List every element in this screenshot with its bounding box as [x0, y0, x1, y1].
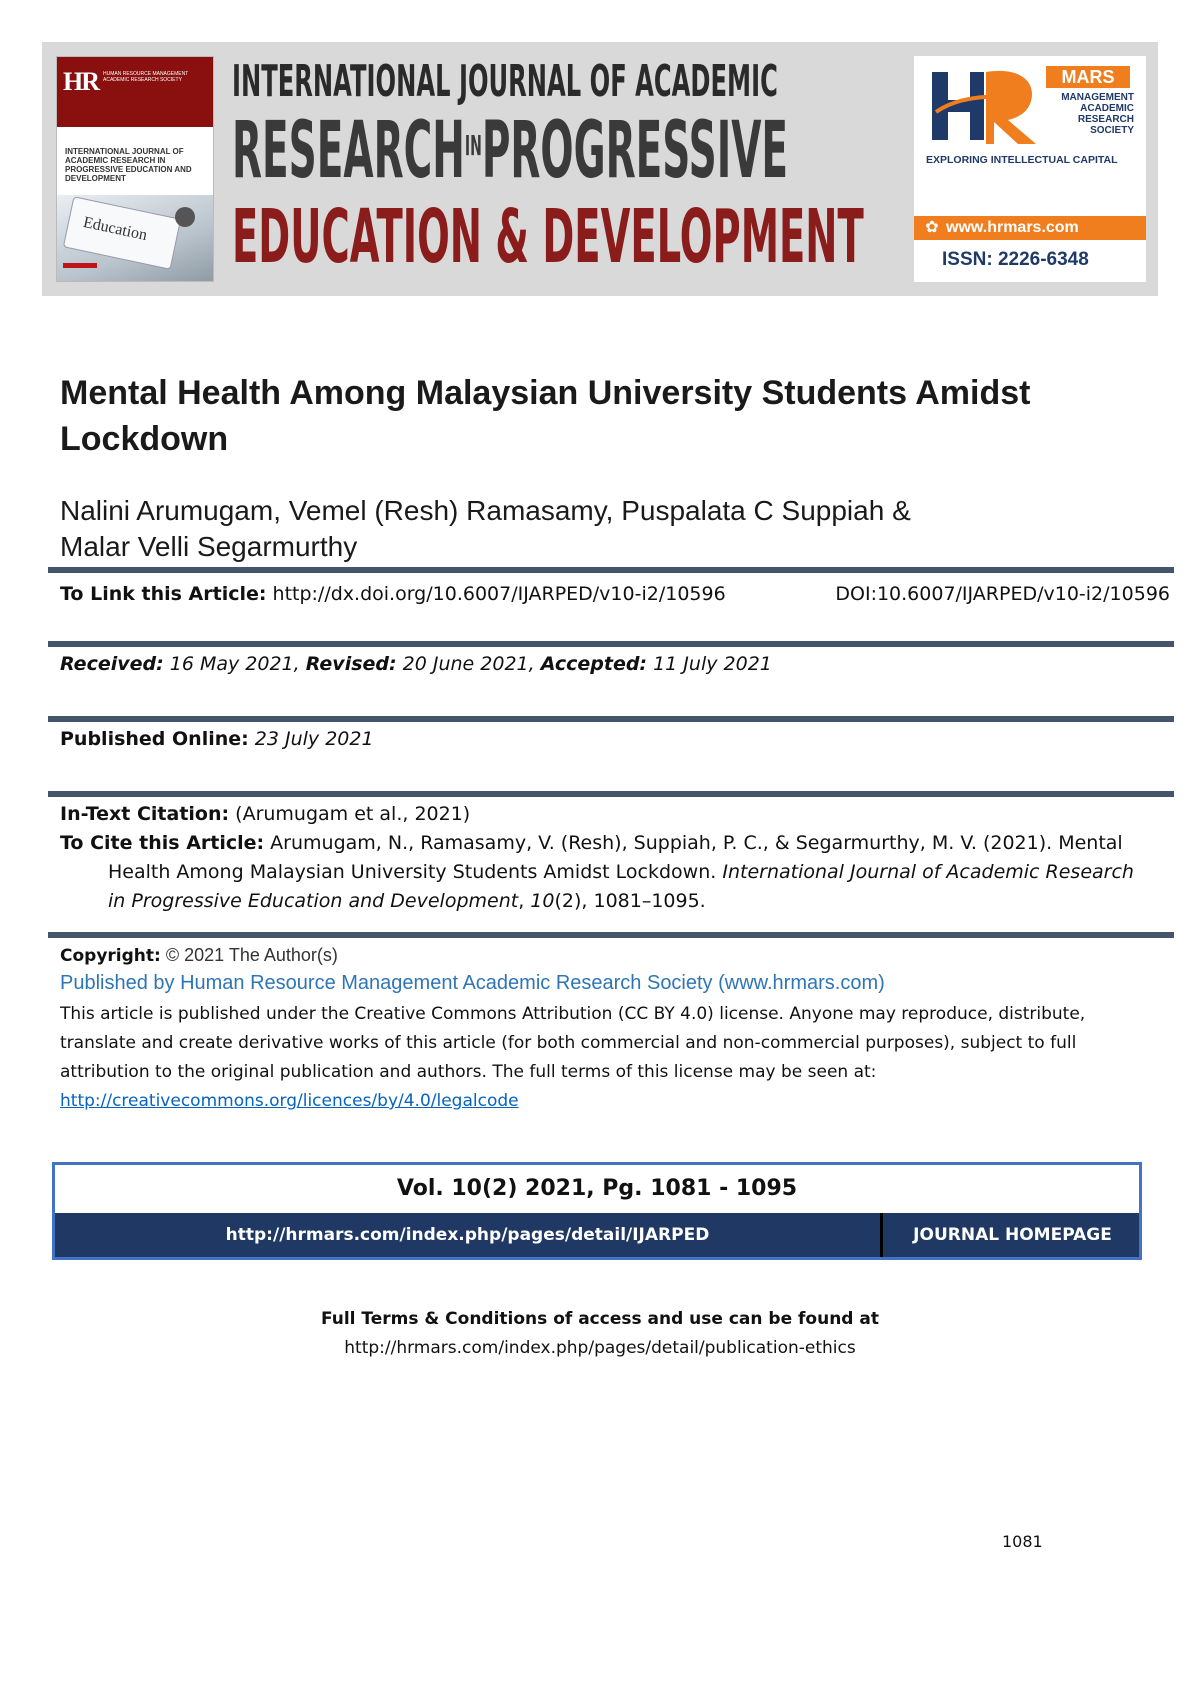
hrmars-society-name: MANAGEMENT ACADEMIC RESEARCH SOCIETY [1061, 92, 1134, 136]
in-text-citation [60, 800, 470, 829]
section-divider [48, 567, 1174, 573]
section-divider [48, 932, 1174, 938]
section-divider [48, 716, 1174, 722]
journal-title-research: RESEARCH [232, 106, 465, 196]
cover-title: INTERNATIONAL JOURNAL OF ACADEMIC RESEARCH IN PROGRESSIVE EDUCATION AND DEVELOPMENT [65, 147, 192, 183]
authors-line-1: Nalini Arumugam, Vemel (Resh) Ramasamy, Puspalata C Suppiah & [60, 495, 911, 526]
cite-journal: International Journal of Academic Research in Progressive Education and Development [108, 861, 1134, 912]
publisher-line: Published by Human Resource Management Academic Research Society (www.hrmars.com) [60, 972, 885, 994]
journal-cover-image [56, 56, 214, 282]
journal-banner [42, 42, 1158, 296]
published-date: 23 July 2021 [254, 728, 374, 750]
cover-logo-subtitle: HUMAN RESOURCE MANAGEMENT ACADEMIC RESEARCH SOCIETY [103, 71, 189, 83]
journal-title-line-2 [232, 106, 789, 196]
cite-text-1: Arumugam, N., Ramasamy, V. (Resh), Suppiah, P. C., & Segarmurthy, M. V. (2021). Mental [270, 832, 1123, 854]
link-label: To Link this Article: [60, 583, 267, 605]
cite-volume: 10 [530, 890, 555, 912]
journal-title-line-1: INTERNATIONAL JOURNAL OF ACADEMIC [232, 56, 778, 107]
cite-continuation [60, 858, 1140, 916]
intext-label: In-Text Citation: [60, 803, 230, 825]
terms-link[interactable]: http://hrmars.com/index.php/pages/detail/publication-ethics [344, 1338, 856, 1358]
section-divider [48, 791, 1174, 797]
article-link-line [60, 580, 1170, 609]
person-icon [175, 207, 195, 227]
terms-conditions [0, 1305, 1200, 1363]
article-dates [60, 650, 772, 679]
received-date: 16 May 2021, [169, 653, 300, 675]
journal-homepage-link[interactable]: JOURNAL HOMEPAGE [913, 1225, 1112, 1245]
copyright-label: Copyright: [60, 946, 161, 966]
revised-date: 20 June 2021, [402, 653, 535, 675]
received-label: Received: [60, 653, 164, 675]
authors-line-2: Malar Velli Segarmurthy [60, 531, 358, 562]
hrmars-logo-panel [914, 56, 1146, 282]
article-title: Mental Health Among Malaysian University Students Amidst Lockdown [60, 374, 1031, 458]
published-online [60, 725, 374, 754]
cite-issue-pages: (2), 1081–1095. [554, 890, 706, 912]
journal-title-in: IN [464, 129, 482, 162]
cover-key-text: Education [81, 213, 149, 245]
globe-icon: ✿ [925, 219, 939, 236]
accepted-label: Accepted: [540, 653, 648, 675]
doi-text: DOI:10.6007/IJARPED/v10-i2/10596 [835, 583, 1170, 605]
article-authors [60, 493, 1140, 565]
cover-logo: HR [63, 67, 98, 96]
license-text [60, 1000, 1140, 1116]
hrmars-mars-label: MARS [1046, 66, 1130, 88]
article-link[interactable]: http://dx.doi.org/10.6007/IJARPED/v10-i2/10596 [272, 583, 726, 605]
intext-value: (Arumugam et al., 2021) [235, 803, 471, 825]
license-statement: This article is published under the Creative Commons Attribution (CC BY 4.0) license. Anyone may reproduce, distribute, translate and create derivative works of this article (for both commercial and non-commercial purposes), subject to full attribution to the original publication and authors. The full terms of this license may be seen at: [60, 1004, 1086, 1082]
volume-title: Vol. 10(2) 2021, Pg. 1081 - 1095 [396, 1176, 798, 1201]
to-cite-article [60, 829, 1140, 916]
cite-separator: , [518, 890, 525, 912]
cite-text-2: Health Among Malaysian University Students Amidst Lockdown. [108, 861, 717, 883]
journal-title-progressive: PROGRESSIVE [481, 106, 789, 196]
volume-box [52, 1162, 1142, 1260]
cover-accent-bar [63, 263, 97, 268]
published-label: Published Online: [60, 728, 249, 750]
hrmars-website-text: www.hrmars.com [946, 219, 1079, 236]
copyright-text: © 2021 The Author(s) [165, 945, 338, 965]
hrmars-website[interactable] [914, 216, 1146, 240]
issn-label: ISSN: 2226-6348 [942, 249, 1089, 270]
license-link[interactable]: http://creativecommons.org/licences/by/4.0/legalcode [60, 1091, 519, 1111]
terms-heading: Full Terms & Conditions of access and use can be found at [320, 1309, 879, 1329]
accepted-date: 11 July 2021 [653, 653, 772, 675]
section-divider [48, 641, 1174, 647]
hrmars-logo-icon [926, 64, 1046, 148]
page-number: 1081 [1002, 1532, 1043, 1551]
copyright-line [60, 942, 338, 969]
hrmars-tagline: EXPLORING INTELLECTUAL CAPITAL [926, 154, 1118, 166]
journal-title-line-3: EDUCATION & DEVELOPMENT [232, 194, 864, 280]
volume-link-bar [55, 1213, 1139, 1257]
journal-url-link[interactable]: http://hrmars.com/index.php/pages/detail/IJARPED [55, 1213, 883, 1257]
revised-label: Revised: [305, 653, 397, 675]
cite-label: To Cite this Article: [60, 832, 265, 854]
